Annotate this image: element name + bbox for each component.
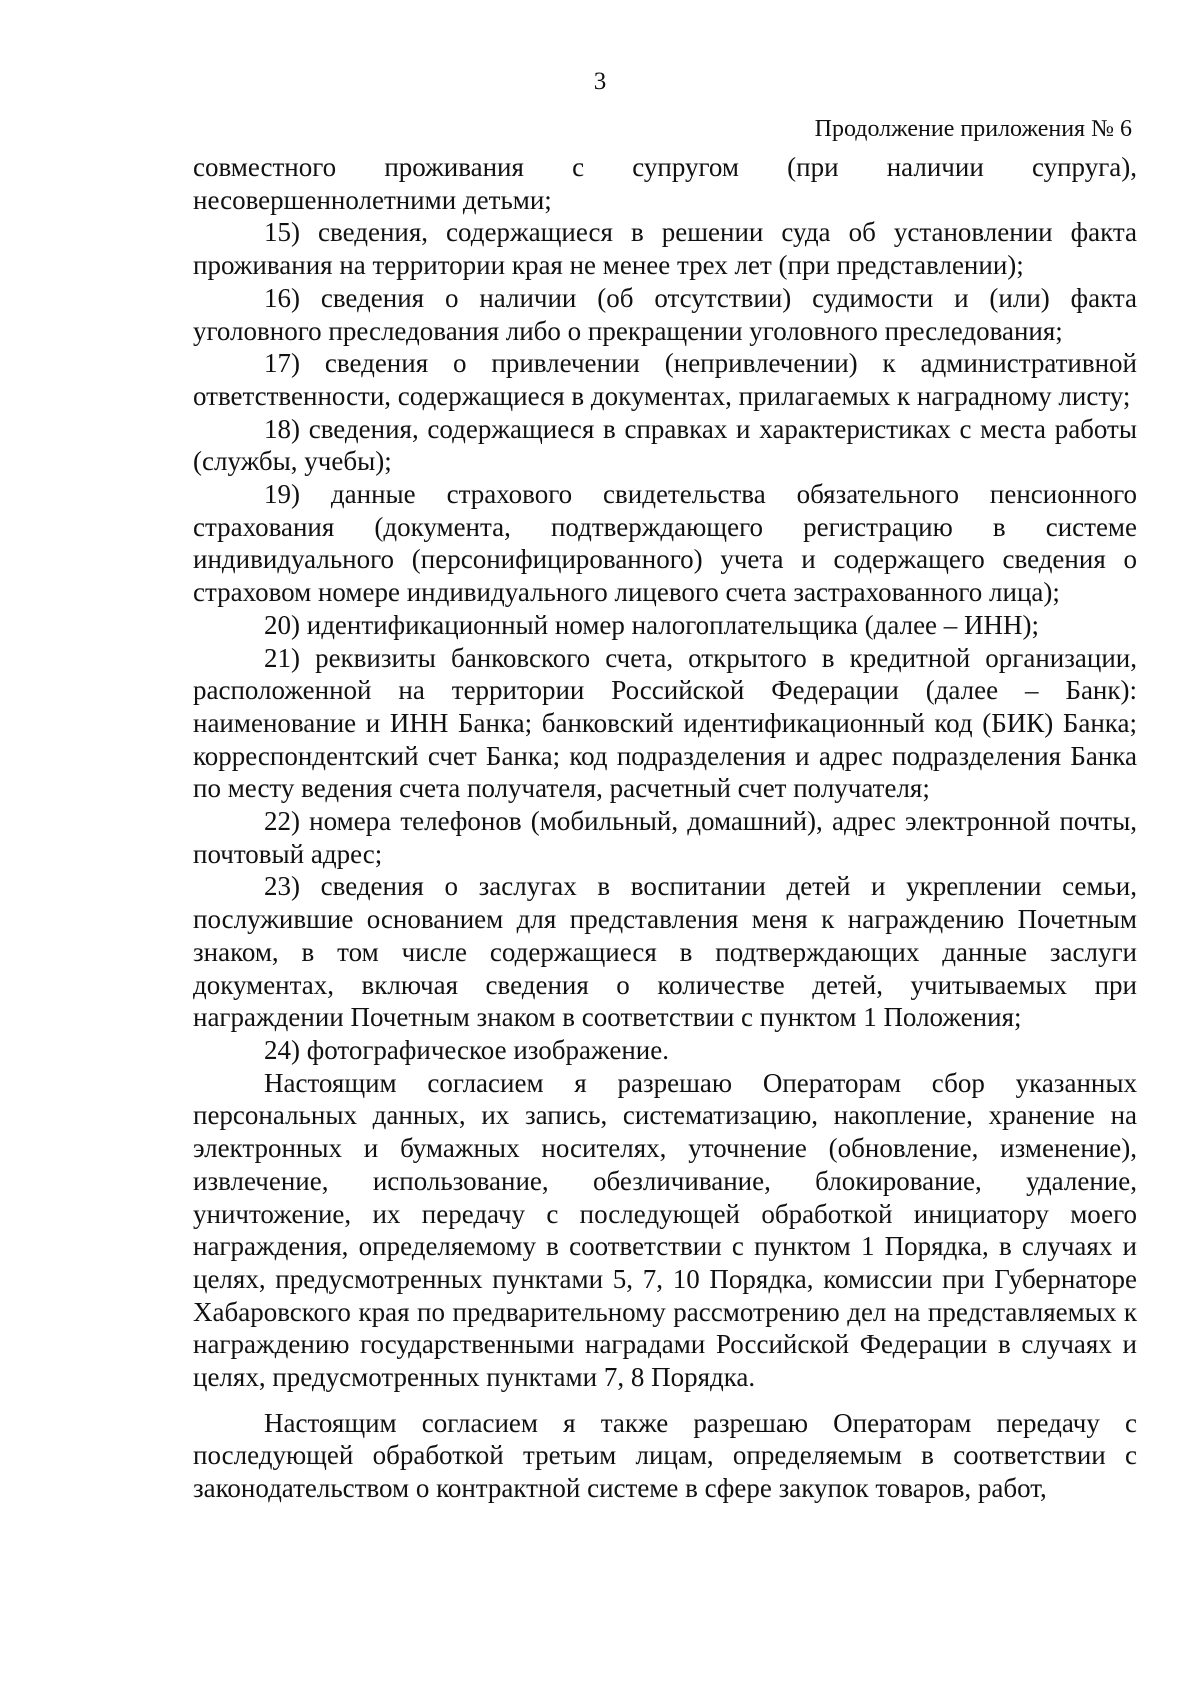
list-item-16: 16) сведения о наличии (об отсутствии) судимости и (или) факта уголовного преследования либо о прекращении уголовного преследования; [193,282,1137,346]
list-item-19: 19) данные страхового свидетельства обязательного пенсионного страхования (документа, подтверждающего регистрацию в системе индивидуального (персонифицированного) учета и содержащего сведения о страховом номере индивидуального лицевого счета застрахованного лица); [193,479,1137,608]
document-body [193,151,1137,1505]
list-item-24: 24) фотографическое изображение. [264,1034,669,1065]
list-item-21: 21) реквизиты банковского счета, открытого в кредитной организации, расположенной на территории Российской Федерации (далее – Банк): наименование и ИНН Банка; банковский идентификационный код (БИК) Банка; корреспондентский счет Банка; код подразделения и адрес подразделения Банка по месту ведения счета получателя, расчетный счет получателя; [193,642,1137,804]
consent-paragraph: Настоящим согласием я разрешаю Операторам сбор указанных персональных данных, их запись, систематизацию, накопление, хранение на электронных и бумажных носителях, уточнение (обновление, изменение), извлечение, использование, обезличивание, блокирование, удаление, уничтожение, их передачу с последующей обработкой инициатору моего награждения, определяемому в соответствии с пунктом 1 Порядка, в случаях и целях, предусмотренных пунктами 5, 7, 10 Порядка, комиссии при Губернаторе Хабаровского края по предварительному рассмотрению дел на представляемых к награждению государственными наградами Российской Федерации в случаях и целях, предусмотренных пунктами 7, 8 Порядка. [193,1067,1137,1393]
list-item-23: 23) сведения о заслугах в воспитании детей и укреплении семьи, послужившие основанием для представления меня к награждению Почетным знаком, в том числе содержащиеся в подтверждающих данные заслуги документах, включая сведения о количестве детей, учитываемых при награждении Почетным знаком в соответствии с пунктом 1 Положения; [193,871,1137,1033]
list-item-22: 22) номера телефонов (мобильный, домашний), адрес электронной почты, почтовый адрес; [193,806,1137,869]
appendix-continuation-note: Продолжение приложения № 6 [814,116,1132,142]
paragraph-continuation: совместного проживания с супругом (при наличии супруга), несовершеннолетними детьми; [193,152,1137,215]
list-item-20: 20) идентификационный номер налогоплательщика (далее – ИНН); [264,609,1040,640]
list-item-15: 15) сведения, содержащиеся в решении суда об установлении факта проживания на территории края не менее трех лет (при представлении); [193,217,1137,281]
list-item-17: 17) сведения о привлечении (непривлечении) к административной ответственности, содержащиеся в документах, прилагаемых к наградному листу; [193,348,1137,411]
consent-third-parties-paragraph: Настоящим согласием я также разрешаю Операторам передачу с последующей обработкой третьим лицам, определяемым в соответствии с законодательством о контрактной системе в сфере закупок товаров, работ, [193,1407,1137,1504]
page-number: 3 [593,68,607,95]
list-item-18: 18) сведения, содержащиеся в справках и характеристиках с места работы (службы, учебы); [193,413,1137,477]
